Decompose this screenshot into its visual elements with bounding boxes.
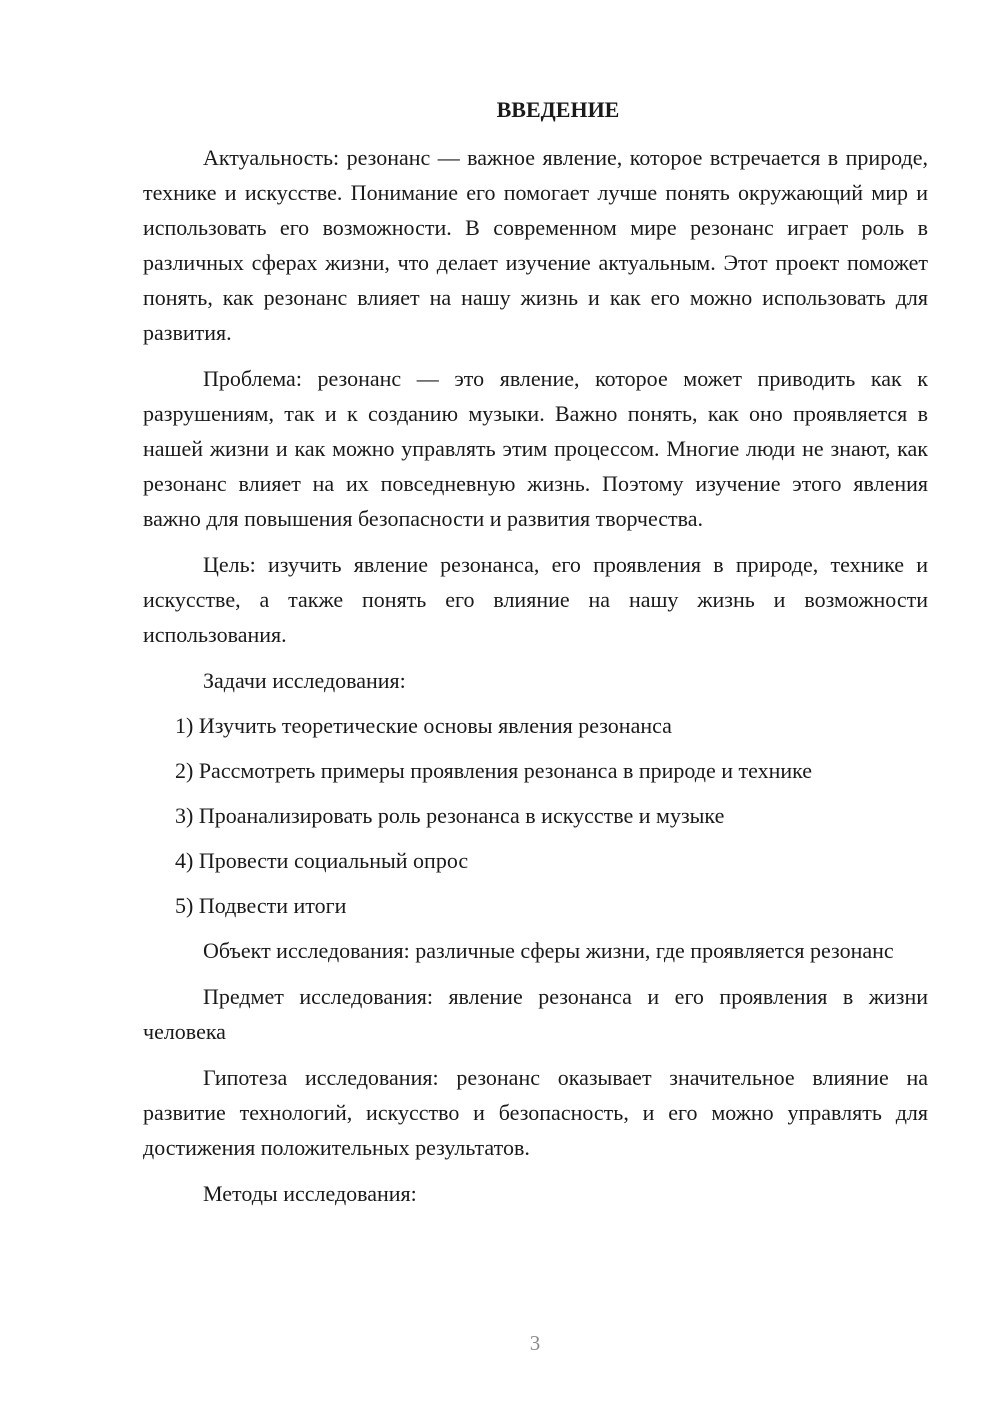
- page-number: 3: [529, 1331, 541, 1355]
- problem-paragraph: Проблема: резонанс — это явление, которое может приводить как к разрушениям, так и к созданию музыки. Важно понять, как оно проявляется в нашей жизни и как можно управлять этим процессом. Многие люди не знают, как резонанс влияет на их повседневную жизнь. Поэтому изучение этого явления важно для повышения безопасности и развития творчества.: [143, 366, 928, 531]
- page-title: ВВЕДЕНИЕ: [496, 97, 620, 122]
- list-item: 2) Рассмотреть примеры проявления резонанса в природе и технике: [175, 758, 813, 783]
- object-paragraph: Объект исследования: различные сферы жизни, где проявляется резонанс: [203, 938, 894, 963]
- list-item: 4) Провести социальный опрос: [175, 848, 469, 873]
- methods-heading: Методы исследования:: [203, 1181, 417, 1206]
- hypothesis-paragraph: Гипотеза исследования: резонанс оказывает значительное влияние на развитие технологий, искусство и безопасность, и его можно управлять для достижения положительных результатов.: [143, 1065, 928, 1160]
- list-item: 3) Проанализировать роль резонанса в искусстве и музыке: [175, 803, 725, 828]
- list-item: 1) Изучить теоретические основы явления резонанса: [175, 713, 672, 738]
- tasks-list: [143, 708, 928, 923]
- relevance-paragraph: Актуальность: резонанс — важное явление, которое встречается в природе, технике и искусстве. Понимание его помогает лучше понять окружающий мир и использовать его возможности. В современном мире резонанс играет роль в различных сферах жизни, что делает изучение актуальным. Этот проект поможет понять, как резонанс влияет на нашу жизнь и как его можно использовать для развития.: [143, 145, 928, 345]
- document-page: [143, 92, 928, 1221]
- goal-paragraph: Цель: изучить явление резонанса, его проявления в природе, технике и искусстве, а также понять его влияние на нашу жизнь и возможности использования.: [143, 552, 928, 647]
- list-item: 5) Подвести итоги: [175, 893, 347, 918]
- subject-paragraph: Предмет исследования: явление резонанса и его проявления в жизни человека: [143, 984, 928, 1044]
- tasks-heading: Задачи исследования:: [203, 668, 406, 693]
